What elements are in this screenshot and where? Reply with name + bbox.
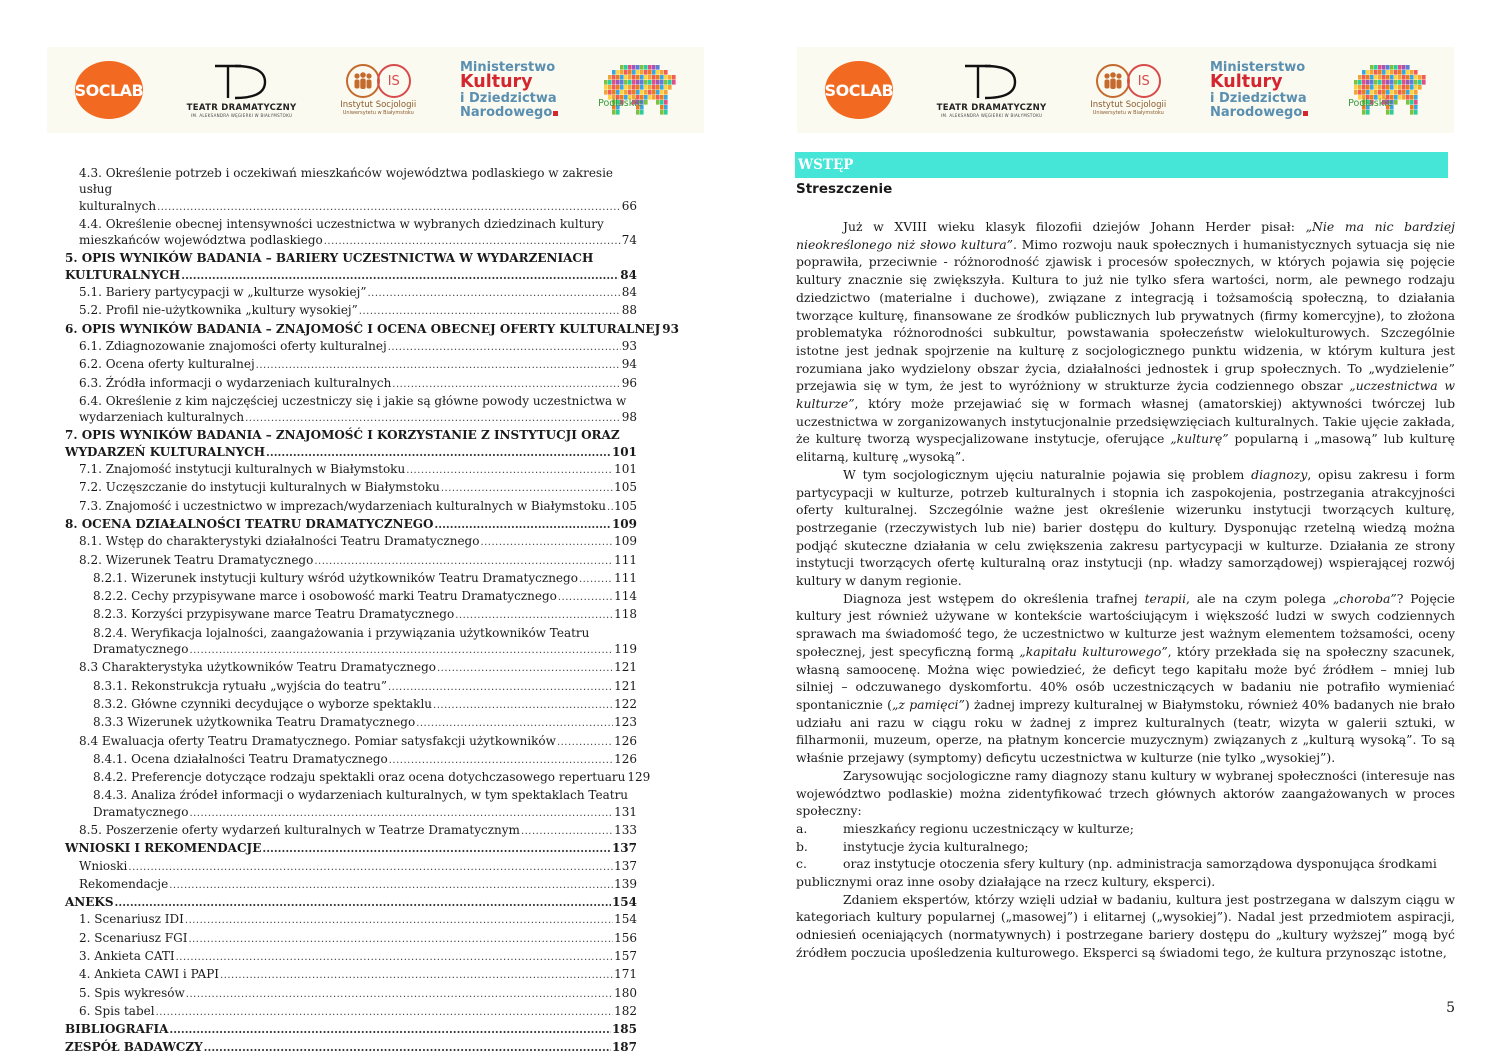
italic-text: „kapitału kulturowego” (1019, 643, 1168, 659)
toc-entry-text: 8.3.1. Rekonstrukcja rytuału „wyjścia do teatru” (93, 678, 387, 693)
toc-leader-dots (388, 680, 613, 696)
toc-entry[interactable] (65, 356, 637, 374)
ministerstwo-line-4: Narodowego (1210, 104, 1303, 120)
toc-entry-text: 8.2. Wizerunek Teatru Dramatycznego (79, 552, 314, 567)
is-badge-icon (377, 64, 411, 98)
toc-page-number: 93 (621, 338, 637, 353)
toc-entry[interactable] (65, 216, 637, 251)
text-run: , który może przejawiać się w formach własnej (amatorskiej) aktywności twórczej lub uczestnictwa w zorganizowanych instytucjonalnie przedsięwzięciach kulturalnych. Takie ujęcie zakłada, że kulturę tworzą wyspecjalizowane instytucje, oferujące (796, 396, 1455, 447)
list-item (796, 838, 1455, 856)
paragraph (796, 891, 1455, 962)
toc-entry[interactable] (65, 985, 637, 1003)
is-badge-icon (1127, 64, 1161, 98)
paragraph (796, 767, 1455, 820)
toc-entry-text: 8.4.3. Analiza źródeł informacji o wydarzeniach kulturalnych, w tym spektaklach Teatru (93, 788, 629, 803)
toc-page-number: 118 (614, 607, 637, 622)
toc-entry-text: 8.4.1. Ocena działalności Teatru Dramatycznego (93, 751, 388, 766)
body-text (796, 218, 1455, 962)
toc-leader-dots (128, 860, 613, 876)
toc-entry-text: WYDARZEŃ KULTURALNYCH (65, 444, 266, 459)
toc-entry-text: 7.3. Znajomość i uczestnictwo w imprezach/wydarzeniach kulturalnych w Białymstoku (79, 498, 606, 513)
instytut-socjologii-logo (340, 64, 416, 116)
toc-leader-dots (579, 572, 613, 588)
teatr-logo-subtitle: IM. ALEKSANDRA WĘGIERKI W BIAŁYMSTOKU (190, 113, 293, 118)
toc-entry-text: WNIOSKI I REKOMENDACJE (65, 841, 262, 856)
toc-entry-text: Wnioski (79, 858, 128, 873)
toc-leader-dots (607, 500, 613, 516)
list-item (796, 820, 1455, 838)
toc-leader-dots (169, 878, 613, 894)
toc-leader-dots (480, 535, 613, 551)
toc-leader-dots (392, 377, 620, 393)
toc-entry-text: 6. OPIS WYNIKÓW BADANIA – ZNAJOMOŚĆ I OCENA OBECNEJ OFERTY KULTURALNEJ (65, 321, 661, 336)
toc-page-number: 94 (621, 357, 637, 372)
toc-page-number: 84 (620, 267, 637, 282)
toc-leader-dots (262, 841, 611, 857)
section-heading-bar (795, 152, 1448, 178)
toc-leader-dots (256, 358, 621, 374)
toc-entry-text: 6.2. Ocena oferty kulturalnej (79, 357, 255, 372)
soclab-logo-text: SOCLAB (74, 80, 144, 100)
soclab-logo-text: SOCLAB (824, 80, 894, 100)
toc-leader-dots (220, 968, 613, 984)
text-run: W tym socjologicznym ujęciu naturalnie pojawia się problem (843, 466, 1252, 482)
text-run: . Mimo rozwoju nauk społecznych i humanistycznych sytuacja się nie poprawiła, przeciwnie - różnorodność zjawisk i procesów społecznych, w których pojawia się pojęcie kultury znacznie się zwiększyła. Kultura to już nie tylko sfera wartości, norm, ale pewnego rodzaju dziedzictwo (materialne i duchowe), związane z integracją i tożsamością społeczną, to działania tworzące kulturę, finansowane ze środków publicznych lub prywatnych (firmy komercyjne), to złożona problematyka różnorodności subkultur, powstawania społeczeństw wielokulturowych. Szczególnie istotne jest jednak spojrzenie na kulturę z socjologicznego punktu widzenia, w którym kultura jest rozumiana jako wydzielony obszar życia, działalności jednostek i grup społecznych. To „wydzielenie” przejawia się w tym, że jest to wyróżniony w strukturze życia codziennego obszar (796, 236, 1455, 394)
soclab-logo (825, 61, 893, 119)
toc-entry[interactable] (65, 302, 637, 320)
people-icon (1096, 64, 1130, 98)
bison-mosaic-icon (1352, 61, 1426, 119)
toc-entry[interactable] (65, 498, 637, 516)
is-badge-text: IS (387, 73, 400, 89)
toc-page-number: 156 (614, 930, 637, 945)
toc-entry[interactable] (65, 840, 637, 857)
italic-text: diagnozy (1251, 466, 1308, 482)
toc-entry[interactable] (65, 858, 637, 876)
toc-entry[interactable] (65, 165, 637, 216)
toc-entry-text: 8.5. Poszerzenie oferty wydarzeń kulturalnych w Teatrze Dramatycznym (79, 822, 520, 837)
toc-page-number: 109 (611, 516, 637, 531)
toc-leader-dots (406, 463, 613, 479)
toc-entry-text: wydarzeniach kulturalnych (79, 410, 245, 425)
toc-entry[interactable] (65, 769, 651, 787)
toc-leader-dots (189, 806, 613, 822)
teatr-dramatyczny-logo (937, 62, 1047, 118)
toc-leader-dots (185, 913, 613, 929)
toc-entry[interactable] (65, 678, 637, 696)
toc-entry[interactable] (65, 552, 637, 570)
paragraph (796, 218, 1455, 466)
toc-entry-text: 8.4 Ewaluacja oferty Teatru Dramatycznego. Pomiar satysfakcji użytkowników (79, 733, 556, 748)
toc-leader-dots (176, 950, 613, 966)
toc-entry[interactable] (65, 751, 637, 769)
toc-leader-dots (169, 1022, 611, 1038)
toc-page-number: 182 (614, 1003, 637, 1018)
table-of-contents (65, 165, 679, 1056)
toc-entry[interactable] (65, 321, 679, 338)
soclab-logo (75, 61, 143, 119)
podlaskie-logo-text: Podlaskie (598, 98, 643, 109)
toc-leader-dots (189, 643, 613, 659)
toc-leader-dots (156, 1005, 614, 1021)
toc-page-number: 111 (614, 552, 637, 567)
toc-entry-text: ANEKS (65, 895, 114, 910)
ministerstwo-line-3: i Dziedzictwa (1210, 91, 1307, 107)
toc-entry-text: 8.3 Charakterystyka użytkowników Teatru Dramatycznego (79, 660, 436, 675)
toc-page-number: 121 (614, 660, 637, 675)
toc-entry-text: 8.4.2. Preferencje dotyczące rodzaju spektakli oraz ocena dotychczasowego repertuaru (93, 770, 626, 785)
toc-entry-text: 8.2.3. Korzyści przypisywane marce Teatru Dramatycznego (93, 607, 455, 622)
ministerstwo-logo (460, 61, 558, 119)
toc-page-number: 66 (621, 198, 637, 213)
toc-leader-dots (433, 698, 613, 714)
toc-entry-text: mieszkańców województwa podlaskiego (79, 233, 323, 248)
toc-entry-text: 6.1. Zdiagnozowanie znajomości oferty kulturalnej (79, 338, 387, 353)
toc-page-number: 129 (627, 770, 651, 785)
toc-entry-text: Rekomendacje (79, 876, 169, 891)
italic-text: „uczestnictwa w kulturze” (796, 378, 1456, 412)
ministerstwo-line-2: Kultury (1210, 72, 1283, 93)
podlaskie-logo (1348, 61, 1426, 119)
toc-entry-text: 8.1. Wstęp do charakterystyki działalności Teatru Dramatycznego (79, 534, 480, 549)
toc-page-number: 119 (614, 642, 637, 657)
toc-page-number: 114 (614, 589, 637, 604)
toc-entry[interactable] (65, 1003, 637, 1021)
people-icon (346, 64, 380, 98)
instytut-logo-name: Instytut Socjologii (1090, 100, 1167, 110)
ministerstwo-line-1: Ministerstwo (460, 60, 556, 76)
toc-entry-text: Dramatycznego (93, 642, 189, 657)
toc-leader-dots (115, 895, 611, 911)
toc-entry-text: KULTURALNYCH (65, 267, 181, 282)
toc-page-number: 157 (614, 949, 637, 964)
subheading: Streszczenie (796, 181, 893, 197)
toc-page-number: 98 (621, 410, 637, 425)
toc-entry-text: 7.1. Znajomość instytucji kulturalnych w Białymstoku (79, 462, 406, 477)
toc-page-number: 137 (614, 858, 637, 873)
toc-entry[interactable] (65, 461, 637, 479)
toc-leader-dots (558, 590, 613, 606)
toc-page-number: 111 (614, 570, 637, 585)
toc-page-number: 105 (614, 480, 637, 495)
bison-mosaic-icon (602, 61, 676, 119)
toc-page-number: 154 (611, 895, 637, 910)
toc-entry[interactable] (65, 787, 637, 822)
toc-entry[interactable] (65, 479, 637, 497)
toc-leader-dots (359, 304, 621, 320)
toc-leader-dots (388, 340, 621, 356)
instytut-logo-subtitle: Uniwersytetu w Białymstoku (1092, 110, 1164, 116)
toc-entry[interactable] (65, 930, 637, 948)
toc-leader-dots (437, 661, 613, 677)
toc-entry-text: Dramatycznego (93, 804, 189, 819)
text-run: ) żadnej imprezy kulturalnej w Białymstoku, również 40% badanych nie brało udziału ani razu w ciągu roku w żadnej z imprez kulturalnych (teatr, wizyta w galerii sztuki, w filharmonii, muzeum, operze, na płatnym koncercie muzycznym) związanych z „kulturą wysoką”. To są właśnie przejawy (symptomy) deficytu uczestnictwa w kulturze (nie tylko „wysokiej”). (796, 696, 1455, 766)
red-square-icon (553, 111, 558, 116)
toc-entry-text: 7. OPIS WYNIKÓW BADANIA – ZNAJOMOŚĆ I KORZYSTANIE Z INSTYTUCJI ORAZ (65, 428, 620, 443)
toc-entry[interactable] (65, 606, 637, 624)
toc-entry-text: 4.4. Określenie obecnej intensywności uczestnictwa w wybranych dziedzinach kultury (79, 216, 604, 231)
toc-page-number: 101 (614, 462, 637, 477)
toc-page-number: 180 (614, 985, 637, 1000)
toc-entry-text: 8. OCENA DZIAŁALNOŚCI TEATRU DRAMATYCZNEGO (65, 516, 434, 531)
teatr-logo-subtitle: IM. ALEKSANDRA WĘGIERKI W BIAŁYMSTOKU (940, 113, 1043, 118)
toc-entry-text: 5. OPIS WYNIKÓW BADANIA – BARIERY UCZESTNICTWA W WYDARZENIACH (65, 251, 594, 266)
toc-entry[interactable] (65, 284, 637, 302)
instytut-logo-subtitle: Uniwersytetu w Białymstoku (342, 110, 414, 116)
toc-page-number: 96 (621, 375, 637, 390)
toc-page-number: 126 (614, 733, 637, 748)
teatr-dramatyczny-logo (187, 62, 297, 118)
text-run: ? Pojęcie kultury jest również używane w kontekście wartościującym i większość ludzi w swych codziennych sprawach ma świadomość tego, że uczestnictwo w kulturze jest ważnym elementem tożsamości, oceny społecznej, jest specyficzną formą (796, 590, 1456, 659)
toc-leader-dots (157, 200, 621, 216)
toc-entry-text: 2. Scenariusz FGI (79, 930, 188, 945)
toc-entry[interactable] (65, 250, 637, 284)
podlaskie-logo (598, 61, 676, 119)
toc-entry-text: 6.4. Określenie z kim najczęściej uczestniczy się i jakie są główne powody uczestnictwa w (79, 393, 627, 408)
text-run: Zarysowując socjologiczne ramy diagnozy stanu kultury w wybranej społeczności (interesuje nas województwo podlaskie) można zidentyfikować trzech głównych aktorów zaangażowanych w proces społeczny: (796, 767, 1455, 819)
toc-entry-text: BIBLIOGRAFIA (65, 1022, 169, 1037)
toc-entry[interactable] (65, 570, 637, 588)
toc-leader-dots (441, 481, 613, 497)
toc-page-number: 121 (614, 678, 637, 693)
toc-page-number: 126 (614, 751, 637, 766)
list-text: instytucje życia kulturalnego; (843, 838, 1029, 854)
toc-leader-dots (324, 234, 621, 250)
toc-entry-text: 7.2. Uczęszczanie do instytucji kulturalnych w Białymstoku (79, 480, 440, 495)
toc-leader-dots (557, 735, 613, 751)
toc-page-number: 101 (611, 444, 637, 459)
instytut-logo-name: Instytut Socjologii (340, 100, 417, 110)
logo-banner (47, 47, 704, 133)
toc-page-number: 105 (614, 498, 637, 513)
toc-entry[interactable] (65, 1021, 637, 1038)
logo-banner (797, 47, 1454, 133)
teatr-mark-icon (961, 62, 1023, 102)
toc-entry-text: 4. Ankieta CAWI i PAPI (79, 967, 220, 982)
toc-entry[interactable] (65, 375, 637, 393)
toc-leader-dots (455, 608, 613, 624)
text-run: Diagnoza jest wstępem do określenia trafnej (843, 590, 1145, 606)
toc-entry[interactable] (65, 911, 637, 929)
section-title: WSTĘP (798, 157, 854, 173)
podlaskie-logo-text: Podlaskie (1348, 98, 1393, 109)
toc-leader-dots (367, 286, 620, 302)
paragraph (796, 590, 1455, 767)
italic-text: terapii (1144, 590, 1187, 606)
ministerstwo-line-1: Ministerstwo (1210, 60, 1306, 76)
toc-page-number: 171 (614, 967, 637, 982)
text-run: , który przekłada się na społeczny szacunek, własną samoocenę. Można więc powiedzieć, że deficyt tego kapitału może być źródłem – mniej lub silniej – odczuwanego dyskomfortu. 40% osób uczestniczących w badaniu nie potrafiło wymieniać spontanicznie ( (796, 643, 1455, 712)
list-item (796, 855, 1455, 873)
toc-leader-dots (389, 753, 613, 769)
toc-entry-text: 5.2. Profil nie-użytkownika „kultury wysokiej” (79, 303, 358, 318)
toc-entry-text: 6. Spis tabel (79, 1003, 155, 1018)
list-text: oraz instytucje otoczenia sfery kultury (np. administracja samorządowa dysponująca środkami (843, 856, 1437, 872)
toc-entry[interactable] (65, 894, 637, 911)
toc-leader-dots (181, 268, 619, 284)
teatr-logo-name: TEATR DRAMATYCZNY (936, 103, 1047, 113)
toc-entry-text: 1. Scenariusz IDI (79, 912, 184, 927)
toc-entry[interactable] (65, 625, 637, 660)
toc-entry[interactable] (65, 696, 637, 714)
paragraph (796, 466, 1455, 590)
toc-leader-dots (188, 932, 613, 948)
toc-leader-dots (186, 987, 613, 1003)
toc-entry[interactable] (65, 948, 637, 966)
toc-entry[interactable] (65, 876, 637, 894)
teatr-mark-icon (211, 62, 273, 102)
ministerstwo-line-3: i Dziedzictwa (460, 91, 557, 107)
italic-text: „choroba” (1332, 590, 1397, 606)
page-number: 5 (1446, 1000, 1455, 1016)
list-marker: a. (796, 820, 808, 836)
toc-entry[interactable] (65, 427, 637, 461)
is-badge-text: IS (1137, 73, 1150, 89)
toc-entry-text: 5. Spis wykresów (79, 985, 185, 1000)
text-run: , opisu zakresu i form partycypacji w kulturze, potrzeb kulturalnych i stopnia ich zaspokojenia, postrzegania atrakcyjności oferty kulturalnej. Szczególnie ważne jest określenie wizerunku instytucji tworzących kulturę, postrzeganie (rzeczywistych lub nie) barier dostępu do kultury. Dysponując rzetelną wiedzą można podjąć skuteczne działania w celu zwiększenia zakresu partycypacji w kulturze. Działania ze strony instytucji tworzących ofertę kulturalną oraz instytucji (np. władzy samorządowej) wspierającej rozwój kultury w danym regionie. (796, 466, 1455, 589)
toc-entry[interactable] (65, 822, 637, 840)
list-text: mieszkańcy regionu uczestniczący w kulturze; (843, 820, 1134, 836)
instytut-socjologii-logo (1090, 64, 1166, 116)
toc-leader-dots (314, 554, 613, 570)
toc-entry-text: 3. Ankieta CATI (79, 949, 175, 964)
toc-entry[interactable] (65, 338, 637, 356)
toc-page-number: 93 (662, 321, 679, 336)
toc-entry-text: 6.3. Źródła informacji o wydarzeniach kulturalnych (79, 375, 392, 390)
red-square-icon (1303, 111, 1308, 116)
toc-entry-text: 8.2.2. Cechy przypisywane marce i osobowość marki Teatru Dramatycznego (93, 589, 557, 604)
toc-leader-dots (204, 1040, 611, 1056)
toc-entry[interactable] (65, 533, 637, 551)
italic-text: „Nie ma nic bardziej nieokreślonego niż słowo kultura” (796, 219, 1456, 252)
toc-page-number: 84 (621, 285, 637, 300)
toc-page-number: 122 (614, 696, 637, 711)
text-run: Zdaniem ekspertów, którzy wzięli udział w badaniu, kultura jest postrzegana w dalszym ciągu w kategoriach kultury popularnej („masowej”) i elitarnej („wysokiej”). Nadal jest przedmiotem aspiracji, odniesień oceniających (normatywnych) i postrzegane bariery dostępu do „kultury wyższej” mogą być źródłem poczucia upośledzenia kulturowego. Eksperci są świadomi tego, że kultura przynosząc istotne, (796, 891, 1455, 960)
toc-entry[interactable] (65, 1039, 637, 1056)
list-marker: b. (796, 838, 808, 854)
toc-page-number: 187 (611, 1039, 637, 1054)
list-continuation: publicznymi oraz inne osoby działające na rzecz kultury, eksperci). (796, 874, 1216, 890)
toc-page-number: 154 (614, 912, 637, 927)
right-page (750, 0, 1500, 1061)
ministerstwo-line-2: Kultury (460, 72, 533, 93)
toc-entry-text: 8.3.2. Główne czynniki decydujące o wyborze spektaklu (93, 696, 433, 711)
toc-entry-text: ZESPÓŁ BADAWCZY (65, 1039, 203, 1054)
toc-leader-dots (434, 517, 611, 533)
text-run: popularną i „masową” lub kulturę elitarną, kulturę „wysoką”. (796, 431, 1455, 465)
ministerstwo-logo (1210, 61, 1308, 119)
toc-leader-dots (521, 824, 613, 840)
toc-entry[interactable] (65, 393, 637, 428)
toc-entry[interactable] (65, 659, 637, 677)
toc-leader-dots (266, 445, 611, 461)
toc-leader-dots (416, 716, 613, 732)
toc-page-number: 88 (621, 303, 637, 318)
toc-entry-text: 8.2.4. Weryfikacja lojalności, zaangażowania i przywiązania użytkowników Teatru (93, 625, 590, 640)
ministerstwo-line-4: Narodowego (460, 104, 553, 120)
toc-page-number: 133 (614, 822, 637, 837)
toc-entry-text: 4.3. Określenie potrzeb i oczekiwań mieszkańców województwa podlaskiego w zakresie usług (79, 166, 614, 197)
toc-page-number: 139 (614, 876, 637, 891)
toc-entry[interactable] (65, 714, 637, 732)
toc-entry[interactable] (65, 588, 637, 606)
teatr-logo-name: TEATR DRAMATYCZNY (186, 103, 297, 113)
toc-page-number: 137 (611, 841, 637, 856)
toc-entry[interactable] (65, 516, 637, 533)
toc-page-number: 185 (611, 1022, 637, 1037)
toc-page-number: 74 (621, 233, 637, 248)
toc-page-number: 131 (614, 804, 637, 819)
toc-entry-text: 8.2.1. Wizerunek instytucji kultury wśród użytkowników Teatru Dramatycznego (93, 570, 578, 585)
toc-entry[interactable] (65, 966, 637, 984)
toc-page-number: 123 (614, 715, 637, 730)
toc-page-number: 109 (614, 534, 637, 549)
toc-entry-text: 5.1. Bariery partycypacji w „kulturze wysokiej” (79, 285, 367, 300)
list-marker: c. (796, 856, 807, 872)
text-run: Już w XVIII wieku klasyk filozofii dziejów Johann Herder pisał: (843, 219, 1306, 234)
toc-entry[interactable] (65, 733, 637, 751)
italic-text: „z pamięci” (891, 696, 965, 712)
text-run: , ale na czym polega (1186, 590, 1333, 606)
toc-entry-text: 8.3.3 Wizerunek użytkownika Teatru Dramatycznego (93, 715, 416, 730)
italic-text: „kulturę” (1170, 431, 1229, 447)
toc-entry-text: kulturalnych (79, 198, 157, 213)
toc-leader-dots (245, 411, 621, 427)
